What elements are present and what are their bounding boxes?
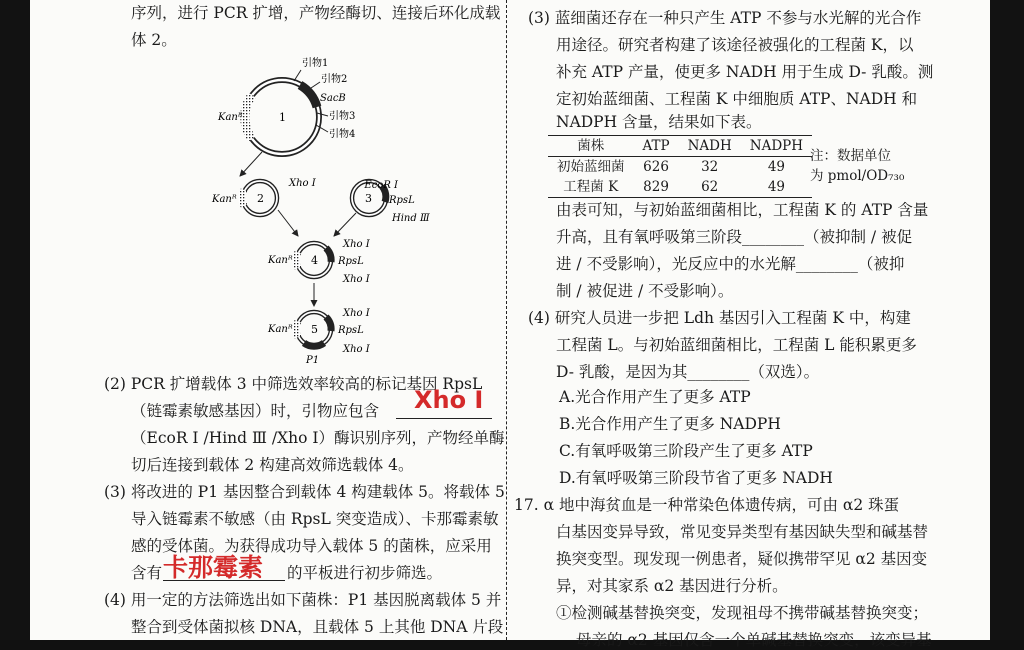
r-q3-line: 补充 ATP 产量，使更多 NADH 用于生成 D- 乳酸。测	[556, 63, 934, 81]
left-text-line: 序列，进行 PCR 扩增，产物经酶切、连接后环化成载	[131, 4, 501, 22]
q3-line: 感的受体菌。为获得成功导入载体 5 的菌株，应采用	[131, 537, 492, 555]
q17-line: ①检测碱基替换突变，发现祖母不携带碱基替换突变；	[556, 604, 929, 622]
option-d: D.有氧呼吸第三阶段节省了更多 NADH	[559, 469, 833, 487]
vector-5-number: 5	[311, 323, 318, 336]
q3-line: 导入链霉素不敏感（由 RpsL 突变造成）、卡那霉素敏	[131, 510, 499, 528]
table-cell: 工程菌 K	[563, 179, 619, 195]
r-q3-line: 用途径。研究者构建了该途径被强化的工程菌 K，以	[556, 36, 914, 54]
table-header: ATP	[642, 138, 670, 154]
xho-label-4a: Xho Ⅰ	[343, 239, 370, 250]
primer-2-label: 引物2	[321, 74, 348, 85]
q2-answer-blank	[396, 418, 492, 419]
q3-line: 的平板进行初步筛选。	[287, 564, 443, 582]
q17-line: 白基因变异导致，常见变异类型有基因缺失型和碱基替	[556, 523, 929, 541]
q3-line: (3) 将改进的 P1 基因整合到载体 4 构建载体 5。将载体 5	[104, 483, 505, 501]
primer-3-label: 引物3	[329, 111, 356, 122]
kanr-label-1: Kanᴿ	[218, 112, 243, 123]
table-cell: 829	[643, 179, 669, 195]
r-q3-line: (3) 蓝细菌还存在一种只产生 ATP 不参与水光解的光合作	[528, 9, 922, 27]
handwritten-answer-kana: 卡那霉素	[163, 553, 264, 582]
table-header: 菌株	[577, 138, 605, 154]
option-a: A.光合作用产生了更多 ATP	[559, 388, 751, 406]
kanr-label-5: Kanᴿ	[268, 324, 293, 335]
kanr-label-2: Kanᴿ	[212, 194, 237, 205]
primer-1-label: 引物1	[302, 58, 329, 69]
sacb-segment	[300, 85, 317, 107]
vector-2-number: 2	[257, 192, 264, 205]
table-cell: 62	[701, 179, 719, 195]
r-q3b-line: 由表可知，与初始蓝细菌相比，工程菌 K 的 ATP 含量	[556, 201, 929, 219]
kanr-segment-1	[245, 95, 252, 139]
column-divider	[506, 0, 507, 640]
kanr-label-4: Kanᴿ	[268, 255, 293, 266]
xho-label-5b: Xho Ⅰ	[343, 344, 370, 355]
rpsl-label-5: RpsL	[338, 325, 364, 336]
left-text-line: 体 2。	[131, 31, 177, 49]
table-cell: 32	[701, 159, 719, 175]
q2-line: （链霉素敏感基因）时，引物应包含	[131, 402, 380, 420]
r-q4-line: 工程菌 L。与初始蓝细菌相比，工程菌 L 能积累更多	[556, 336, 917, 354]
r-q4-line: (4) 研究人员进一步把 Ldh 基因引入工程菌 K 中，构建	[528, 309, 911, 327]
q17-line: 换突变型。现发现一例患者，疑似携带罕见 α2 基因变	[556, 550, 928, 568]
r-q3-line: NADPH 含量，结果如下表。	[556, 113, 762, 131]
handwritten-answer-xho: Xho Ⅰ	[414, 386, 484, 414]
option-c: C.有氧呼吸第三阶段产生了更多 ATP	[559, 442, 813, 460]
table-header: NADPH	[749, 138, 804, 154]
q4-line: (4) 用一定的方法筛选出如下菌株：P1 基因脱离载体 5 并	[104, 591, 502, 609]
viewer-right-margin	[990, 0, 1024, 640]
table-header-row	[548, 136, 812, 157]
data-table	[548, 135, 812, 198]
xho-label-5a: Xho Ⅰ	[343, 308, 370, 319]
sacb-label: SacB	[320, 93, 346, 104]
primer-4-label: 引物4	[329, 129, 356, 140]
table-cell: 初始蓝细菌	[557, 159, 625, 175]
q2-line: （EcoR Ⅰ /Hind Ⅲ /Xho Ⅰ）酶识别序列，产物经单酶	[131, 429, 505, 447]
q3-line: 含有	[131, 564, 163, 582]
q2-line: (2) PCR 扩增载体 3 中筛选效率较高的标记基因 RpsL	[104, 375, 483, 393]
xho-label-4b: Xho Ⅰ	[343, 274, 370, 285]
r-q3b-line: 升高，且有氧呼吸第三阶段________（被抑制 / 被促	[556, 228, 913, 246]
q2-line: 切后连接到载体 2 构建高效筛选载体 4。	[131, 456, 414, 474]
table-row	[548, 177, 812, 198]
r-q4-line: D- 乳酸，是因为其________（双选）。	[556, 363, 820, 381]
viewer-left-margin	[0, 0, 30, 640]
document-page	[30, 0, 990, 649]
table-row	[548, 157, 812, 178]
p1-label-5: P1	[306, 355, 320, 366]
r-q3b-line: 制 / 被促进 / 不受影响）。	[556, 282, 734, 300]
vector-4-number: 4	[311, 254, 318, 267]
hind-label-3: Hind Ⅲ	[392, 213, 430, 224]
r-q3b-line: 进 / 不受影响），光反应中的水光解________（被抑	[556, 255, 905, 273]
table-note: 为 pmol/OD₇₃₀	[810, 168, 905, 184]
table-cell: 49	[767, 159, 785, 175]
q4-line: 整合到受体菌拟核 DNA，且载体 5 上其他 DNA 片段	[131, 618, 504, 636]
q17-line: 异，对其家系 α2 基因进行分析。	[556, 577, 788, 595]
r-q3-line: 定初始蓝细菌、工程菌 K 中细胞质 ATP、NADH 和	[556, 90, 918, 108]
table-note: 注：数据单位	[810, 148, 891, 164]
table-cell: 626	[643, 159, 669, 175]
q17-line: 母亲的 α2 基因仅含一个单碱基替换突变，该变异基	[576, 631, 932, 649]
option-b: B.光合作用产生了更多 NADPH	[559, 415, 781, 433]
ecor-label-3: EcoR Ⅰ	[364, 180, 398, 191]
q17-line: 17. α 地中海贫血是一种常染色体遗传病，可由 α2 珠蛋	[514, 496, 900, 514]
rpsl-label-4: RpsL	[338, 256, 364, 267]
vector-3-number: 3	[365, 192, 372, 205]
rpsl-label-3: RpsL	[389, 195, 415, 206]
plasmid-construction-figure	[180, 50, 430, 370]
table-cell: 49	[767, 179, 785, 195]
vector-1-number: 1	[279, 111, 286, 124]
xho-label-2: Xho Ⅰ	[289, 178, 316, 189]
table-header: NADH	[687, 138, 732, 154]
